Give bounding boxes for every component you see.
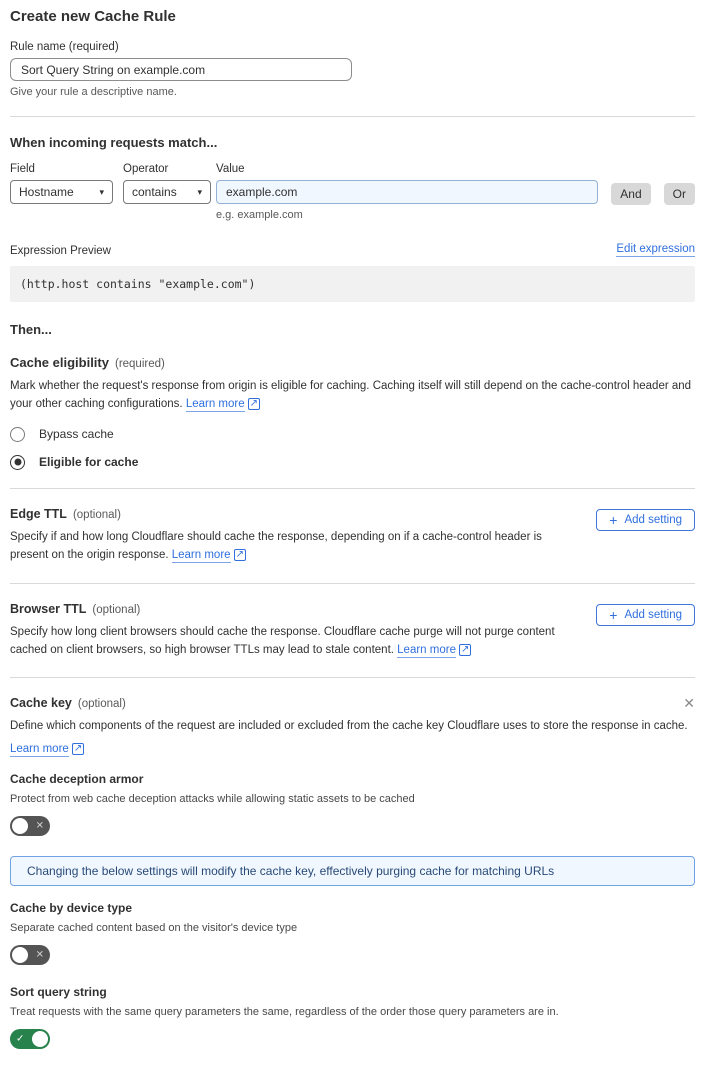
or-button[interactable]: Or bbox=[664, 183, 695, 205]
expression-preview-row bbox=[10, 243, 695, 257]
edit-expression-link[interactable]: Edit expression bbox=[616, 243, 695, 255]
cache-deception-armor-group bbox=[10, 772, 695, 841]
cache-key-warning-banner: Changing the below settings will modify the cache key, effectively purging cache for matching URLs bbox=[10, 856, 695, 886]
bypass-cache-option[interactable] bbox=[10, 427, 695, 442]
toggle-knob bbox=[32, 1031, 48, 1047]
radio-button-icon[interactable] bbox=[10, 427, 25, 442]
expression-code-block: (http.host contains "example.com") bbox=[10, 266, 695, 302]
cache-by-device-type-title: Cache by device type bbox=[10, 900, 133, 915]
page-title: Create new Cache Rule bbox=[10, 8, 176, 25]
close-icon[interactable]: ✕ bbox=[683, 695, 695, 712]
learn-more-link[interactable]: Learn more bbox=[171, 549, 231, 562]
chevron-down-icon: ▾ bbox=[197, 186, 202, 197]
browser-ttl-title: Browser TTL bbox=[10, 601, 87, 616]
bypass-cache-label: Bypass cache bbox=[39, 427, 114, 442]
learn-more-link[interactable]: Learn more bbox=[185, 398, 245, 411]
browser-ttl-description: Specify how long client browsers should cache the response. Cloudflare cache purge will not purge content cached on client browsers, so high browser TTLs may lead to stale content. Learn more ↗ bbox=[10, 625, 555, 656]
plus-icon: + bbox=[609, 511, 618, 528]
external-link-icon: ↗ bbox=[460, 643, 470, 655]
value-label: Value bbox=[216, 163, 245, 175]
divider bbox=[10, 488, 695, 489]
edge-ttl-add-setting-button[interactable]: + Add setting bbox=[596, 509, 695, 531]
browser-ttl-add-setting-button[interactable]: + Add setting bbox=[596, 604, 695, 626]
browser-ttl-section bbox=[10, 602, 695, 660]
eligible-for-cache-label: Eligible for cache bbox=[39, 455, 139, 470]
cache-eligibility-description: Mark whether the request's response from origin is eligible for caching. Caching itself will still depend on the cache-control header and your other caching configurations. Learn more ↗ bbox=[10, 380, 692, 411]
learn-more-link[interactable]: Learn more bbox=[397, 643, 456, 656]
rule-name-helper: Give your rule a descriptive name. bbox=[10, 86, 177, 98]
toggle-state-icon: ✕ bbox=[35, 949, 44, 961]
cache-eligibility-section bbox=[10, 355, 695, 470]
external-link-icon: ↗ bbox=[249, 398, 259, 410]
edge-ttl-section bbox=[10, 507, 695, 565]
eligible-for-cache-option[interactable] bbox=[10, 455, 695, 470]
operator-label: Operator bbox=[123, 163, 169, 175]
cache-deception-armor-description: Protect from web cache deception attacks while allowing static assets to be cached bbox=[10, 792, 415, 805]
external-link-icon: ↗ bbox=[235, 549, 244, 561]
cache-by-device-type-toggle[interactable] bbox=[10, 945, 50, 965]
sort-query-string-title: Sort query string bbox=[10, 984, 107, 999]
cache-eligibility-title: Cache eligibility bbox=[10, 355, 109, 370]
chevron-down-icon: ▾ bbox=[99, 186, 104, 197]
field-select[interactable] bbox=[10, 180, 113, 204]
cache-deception-armor-toggle[interactable] bbox=[10, 816, 50, 836]
edge-ttl-description: Specify if and how long Cloudflare should cache the response, depending on if a cache-control header is present on the origin response. Learn more ↗ bbox=[10, 530, 542, 562]
plus-icon: + bbox=[609, 606, 618, 623]
rule-name-input[interactable] bbox=[10, 58, 352, 81]
toggle-state-icon: ✓ bbox=[16, 1033, 25, 1045]
edge-ttl-title: Edge TTL bbox=[10, 506, 67, 521]
learn-more-link[interactable]: Learn more bbox=[10, 742, 69, 755]
sort-query-string-group bbox=[10, 985, 695, 1054]
expression-preview-label: Expression Preview bbox=[10, 245, 111, 257]
divider bbox=[10, 677, 695, 678]
external-link-icon: ↗ bbox=[73, 742, 83, 754]
sort-query-string-toggle[interactable] bbox=[10, 1029, 50, 1049]
toggle-knob bbox=[12, 947, 28, 963]
field-column bbox=[10, 163, 113, 204]
cache-key-description: Define which components of the request are included or excluded from the cache key Cloudflare uses to store the response in cache. bbox=[10, 720, 688, 733]
operator-select[interactable] bbox=[123, 180, 211, 204]
field-label: Field bbox=[10, 163, 35, 175]
edge-ttl-optional-label: (optional) bbox=[72, 508, 121, 521]
browser-ttl-optional-label: (optional) bbox=[92, 603, 141, 616]
rule-name-group bbox=[10, 41, 695, 98]
cache-by-device-type-description: Separate cached content based on the visitor's device type bbox=[10, 921, 298, 934]
value-column bbox=[216, 163, 598, 221]
and-button[interactable]: And bbox=[611, 183, 650, 205]
divider bbox=[10, 116, 695, 117]
sort-query-string-description: Treat requests with the same query parameters the same, regardless of the order those query parameters are in. bbox=[10, 1005, 559, 1018]
cache-key-optional-label: (optional) bbox=[77, 698, 126, 711]
toggle-knob bbox=[12, 818, 28, 834]
value-helper: e.g. example.com bbox=[216, 209, 303, 221]
then-heading: Then... bbox=[10, 322, 52, 337]
match-heading: When incoming requests match... bbox=[10, 135, 218, 150]
operator-select-value: contains bbox=[132, 185, 177, 199]
field-select-value: Hostname bbox=[19, 185, 74, 199]
value-input[interactable] bbox=[216, 180, 598, 204]
cache-eligibility-required-label: (required) bbox=[114, 358, 165, 370]
operator-column bbox=[123, 163, 211, 204]
toggle-state-icon: ✕ bbox=[35, 820, 44, 832]
divider bbox=[10, 583, 695, 584]
cache-by-device-type-group bbox=[10, 901, 695, 970]
match-condition-row bbox=[10, 163, 695, 221]
cache-key-title: Cache key bbox=[10, 696, 72, 711]
cache-key-section bbox=[10, 696, 695, 1053]
radio-button-icon[interactable] bbox=[10, 455, 25, 470]
cache-deception-armor-title: Cache deception armor bbox=[10, 771, 144, 786]
rule-name-label: Rule name (required) bbox=[10, 41, 119, 53]
